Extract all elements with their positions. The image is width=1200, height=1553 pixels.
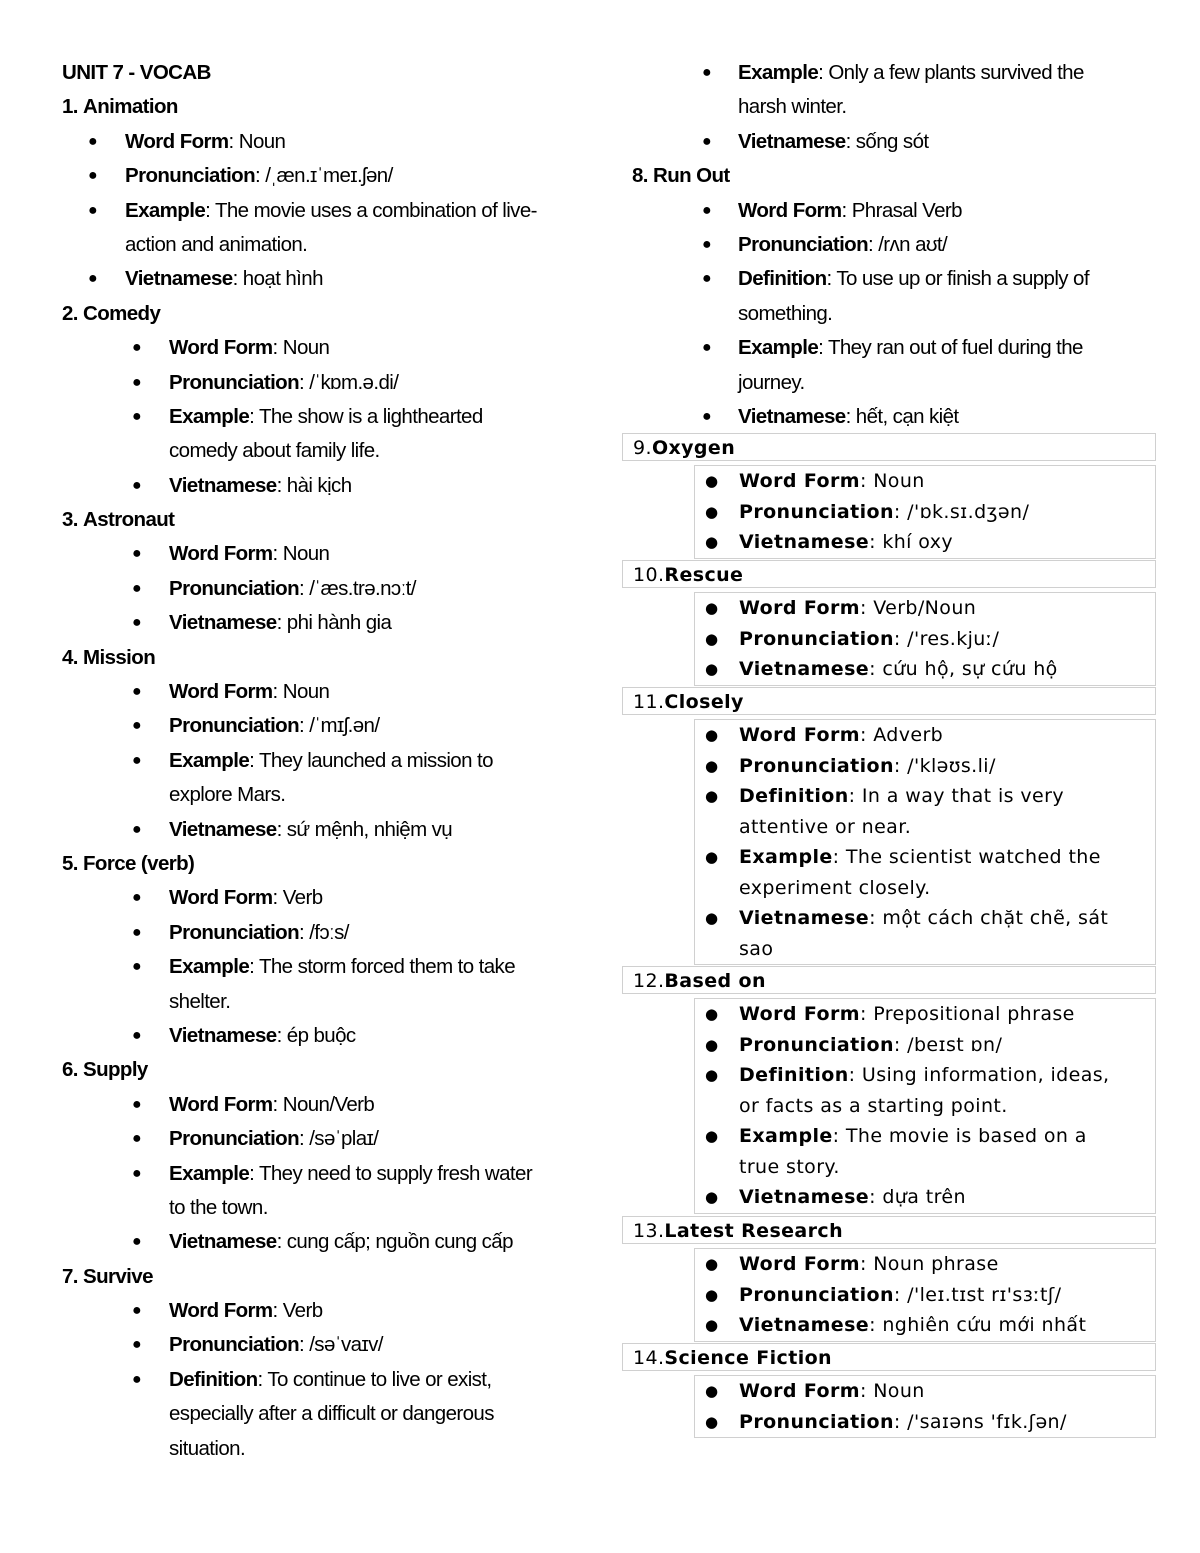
field-value: : dựa trên [869,1186,966,1208]
bullet-icon: ● [705,787,719,805]
field-label: Pronunciation [739,1410,894,1433]
field-value: : Noun [228,129,286,153]
bullet-icon: ● [132,1302,142,1320]
vocab-field [622,56,1156,90]
field-label: Vietnamese [169,473,277,497]
field-value: : Verb [272,1299,323,1323]
entry-word: Latest Research [664,1220,844,1242]
field-value: : They ran out of fuel during the [818,336,1083,360]
entry-number: 5. [62,851,78,875]
field-label: Definition [739,1064,849,1086]
field-value: : /rʌn aʊt/ [868,232,948,256]
entry-heading [62,297,602,331]
vocab-field [62,813,602,847]
bullet-icon: ● [705,629,719,648]
field-value: : Noun [272,336,330,360]
bullet-icon: ● [132,889,142,907]
entry-word: Comedy [83,301,161,325]
bullet-icon: ● [132,545,142,563]
field-value: : Only a few plants survived the [818,61,1084,84]
vocab-field [62,744,602,778]
bullet-icon: ● [88,201,98,219]
entry-heading [62,503,602,537]
field-label: Word Form [169,886,273,910]
entry-number: 14. [633,1347,665,1369]
bullet-icon: ● [705,502,719,521]
bullet-icon: ● [132,820,142,838]
vocab-field [695,842,1155,873]
field-value: : They launched a mission to [249,748,493,772]
field-label: Word Form [169,1299,273,1323]
vocab-field [62,950,602,984]
field-continuation: journey. [738,370,805,394]
vocab-field [62,709,602,743]
entry-number: 11. [633,691,665,713]
field-label: Pronunciation [739,1283,894,1306]
field-label: Vietnamese [169,1230,277,1254]
entry-word: Science Fiction [664,1347,832,1369]
bullet-icon: ● [132,1370,142,1388]
bullet-icon: ● [705,1066,719,1084]
entry-word: Force (verb) [83,851,195,875]
field-label: Definition [738,267,827,291]
field-value: : Noun/Verb [272,1092,375,1116]
field-value: : To use up or finish a supply of [826,267,1089,291]
field-label: Pronunciation [169,370,300,394]
field-label: Pronunciation [739,500,894,523]
field-value: : /beɪst ɒn/ [893,1033,1003,1056]
field-continuation: action and animation. [125,232,308,256]
field-label: Vietnamese [739,907,870,929]
field-value: : Phrasal Verb [841,198,962,222]
bullet-icon: ● [705,599,719,617]
entry-word: Supply [83,1058,148,1082]
vocab-field [62,1088,602,1122]
vocab-field [62,572,602,606]
entry-heading [62,641,602,675]
field-value: : Noun [272,542,330,566]
vocab-field [695,781,1155,812]
field-value: : /'saɪəns 'fɪk.ʃən/ [893,1410,1067,1433]
bullet-icon: ● [88,270,98,288]
vocab-field [695,497,1155,528]
field-label: Pronunciation [169,920,300,944]
field-value: : hài kịch [276,473,352,497]
field-value: : The movie is based on a [832,1125,1087,1147]
field-label: Example [169,955,250,979]
bullet-icon: ● [705,1188,719,1206]
entry-heading [62,1053,602,1087]
field-value: : To continue to live or exist, [257,1367,492,1391]
vocab-field [695,593,1155,624]
field-value: : /fɔːs/ [299,920,349,944]
entry-word: Based on [664,970,766,992]
field-label: Word Form [739,1380,860,1402]
bullet-icon: ● [702,270,712,288]
bullet-icon: ● [705,1412,719,1431]
bullet-icon: ● [132,717,142,735]
field-continuation: explore Mars. [169,783,286,807]
field-value: : /səˈplaɪ/ [299,1127,379,1151]
entry-word: Survive [83,1264,153,1288]
entry-number: 13. [633,1220,665,1242]
entry-number: 4. [62,645,78,669]
bullet-icon: ● [705,1255,719,1273]
field-label: Vietnamese [738,129,846,153]
vocab-field [62,606,602,640]
vocab-field [62,881,602,915]
bullet-icon: ● [132,1130,142,1148]
entry-word: Mission [83,645,156,669]
bullet-icon: ● [132,614,142,632]
field-label: Vietnamese [125,267,233,291]
vocab-field [695,1182,1155,1213]
vocab-field [62,262,602,296]
boxed-entry [622,560,1156,686]
bullet-icon: ● [705,533,719,551]
entry-heading [622,1343,1156,1371]
vocab-field [62,366,602,400]
entry-word: Astronaut [83,508,175,532]
field-value: : Using information, ideas, [848,1064,1110,1086]
field-value: : hết, cạn kiệt [845,404,959,428]
bullet-icon: ● [702,407,712,425]
field-value: : hoạt hình [232,267,323,291]
field-label: Pronunciation [739,627,894,650]
vocab-field [62,1294,602,1328]
field-value: : The scientist watched the [832,846,1101,868]
field-continuation: especially after a difficult or dangerous [169,1402,494,1426]
vocab-field [622,228,1156,262]
field-value: : /'kləʊs.li/ [893,754,996,777]
bullet-icon: ● [132,958,142,976]
vocab-field [695,466,1155,497]
field-value: : The show is a lighthearted [249,404,483,428]
field-value: : In a way that is very [848,785,1064,807]
field-value: : sứ mệnh, nhiệm vụ [276,817,453,841]
vocab-field [62,675,602,709]
vocab-field [695,654,1155,685]
vocab-field [695,624,1155,655]
vocab-field [62,1122,602,1156]
field-continuation: experiment closely. [739,876,931,899]
left-column [62,56,602,1466]
field-continuation: shelter. [169,989,231,1013]
field-value: : /ˈæs.trə.nɔːt/ [299,576,416,600]
field-value: : cứu hộ, sự cứu hộ [869,658,1058,680]
right-top-entries [622,56,1156,434]
field-value: : Noun [859,1380,925,1402]
field-label: Word Form [739,1003,860,1025]
entry-word: Run Out [653,164,730,188]
field-continuation: something. [738,301,833,325]
bullet-icon: ● [705,848,719,866]
boxed-entry [622,1216,1156,1342]
field-label: Vietnamese [738,404,846,428]
vocab-field [62,537,602,571]
field-label: Vietnamese [169,1023,277,1047]
entry-number: 8. [632,164,648,188]
field-value: : /ˈmɪʃ.ən/ [299,714,380,738]
field-label: Vietnamese [739,1186,870,1208]
vocab-field [62,916,602,950]
field-continuation: sao [739,937,774,960]
entry-field-list [694,998,1156,1214]
field-continuation: situation. [169,1436,246,1460]
vocab-field [695,903,1155,934]
bullet-icon: ● [132,751,142,769]
bullet-icon: ● [132,339,142,357]
field-label: Example [738,61,819,84]
field-value: : The storm forced them to take [249,955,515,979]
vocab-field [62,1157,602,1191]
field-label: Pronunciation [738,232,869,256]
field-label: Pronunciation [125,164,256,188]
entry-word: Closely [664,691,744,713]
entry-word: Rescue [664,564,744,586]
field-label: Word Form [739,470,860,492]
field-label: Word Form [169,680,273,704]
field-continuation: true story. [739,1155,840,1178]
vocab-field [62,125,602,159]
vocab-field [62,469,602,503]
bullet-icon: ● [705,1285,719,1304]
field-continuation: or facts as a starting point. [739,1094,1008,1117]
field-label: Example [169,1161,250,1185]
bullet-icon: ● [705,1035,719,1054]
field-value: : nghiên cứu mới nhất [869,1314,1087,1336]
vocab-field [622,331,1156,365]
bullet-icon: ● [705,909,719,927]
vocab-field [622,194,1156,228]
field-label: Vietnamese [739,658,870,680]
boxed-entry [622,687,1156,965]
field-value: : Verb [272,886,323,910]
boxed-entry [622,1343,1156,1438]
bullet-icon: ● [132,579,142,597]
field-label: Example [739,1125,833,1147]
field-label: Vietnamese [739,1314,870,1336]
vocab-field [695,1407,1155,1438]
vocab-field [62,1328,602,1362]
field-label: Vietnamese [739,531,870,553]
bullet-icon: ● [88,167,98,185]
bullet-icon: ● [705,1127,719,1145]
vocab-field [695,1030,1155,1061]
entry-number: 1. [62,95,78,119]
entry-heading [622,560,1156,588]
field-value: : /'res.kjuː/ [893,627,1000,650]
bullet-icon: ● [132,683,142,701]
entry-number: 9. [633,437,652,459]
field-value: : /ˈkɒm.ə.di/ [299,370,399,394]
vocab-field [622,125,1156,159]
field-value: : Noun phrase [859,1253,999,1275]
field-continuation: comedy about family life. [169,439,380,463]
bullet-icon: ● [132,1336,142,1354]
vocab-field [62,194,602,228]
field-value: : khí oxy [869,531,954,553]
field-continuation: attentive or near. [739,815,912,838]
entry-heading [622,433,1156,461]
field-label: Example [125,198,206,222]
entry-number: 6. [62,1058,78,1082]
bullet-icon: ● [132,923,142,941]
field-label: Pronunciation [739,1033,894,1056]
field-label: Vietnamese [169,817,277,841]
bullet-icon: ● [702,64,712,81]
field-label: Pronunciation [169,576,300,600]
field-label: Definition [739,785,849,807]
field-value: : ép buộc [276,1023,356,1047]
right-column [622,56,1156,434]
entry-heading [62,90,602,124]
vocab-field [695,1121,1155,1152]
bullet-icon: ● [132,407,142,425]
bullet-icon: ● [705,1316,719,1334]
vocab-field [695,1280,1155,1311]
field-value: : /səˈvaɪv/ [299,1333,383,1357]
field-label: Word Form [169,336,273,360]
entry-heading [622,159,1156,193]
field-label: Example [738,336,819,360]
field-label: Pronunciation [169,714,300,738]
field-value: : cung cấp; nguồn cung cấp [276,1230,513,1254]
vocab-field [622,400,1156,434]
vocab-field [695,999,1155,1030]
entry-heading [622,966,1156,994]
entry-heading [62,847,602,881]
bullet-icon: ● [702,132,712,150]
bullet-icon: ● [132,1164,142,1182]
entry-heading [62,1260,602,1294]
entry-field-list [694,1248,1156,1342]
vocab-field [62,1019,602,1053]
entry-field-list [694,465,1156,559]
entry-field-list [694,1375,1156,1438]
bullet-icon: ● [132,1095,142,1113]
entry-number: 10. [633,564,665,586]
bullet-icon: ● [88,132,98,150]
vocab-field [695,751,1155,782]
entry-number: 3. [62,508,78,532]
field-value: : Noun [859,470,925,492]
field-label: Word Form [125,129,229,153]
entry-word: Animation [83,95,178,119]
vocab-field [695,1310,1155,1341]
vocab-field [62,1225,602,1259]
field-value: : They need to supply fresh water [249,1161,533,1185]
vocab-field [695,527,1155,558]
field-label: Pronunciation [169,1333,300,1357]
field-label: Example [739,846,833,868]
field-label: Definition [169,1367,258,1391]
bullet-icon: ● [705,1005,719,1023]
field-value: : /'ɒk.sɪ.dʒən/ [893,500,1030,523]
field-label: Pronunciation [169,1127,300,1151]
vocab-field [62,1363,602,1397]
bullet-icon: ● [705,726,719,744]
entry-heading [622,1216,1156,1244]
field-label: Word Form [739,724,860,746]
field-value: : một cách chặt chẽ, sát [869,907,1109,929]
entry-number: 7. [62,1264,78,1288]
vocab-field [622,262,1156,296]
vocab-field [695,1249,1155,1280]
entry-number: 12. [633,970,665,992]
field-value: : /ˌæn.ɪˈmeɪ.ʃən/ [255,164,393,188]
field-label: Word Form [739,1253,860,1275]
field-value: : /'leɪ.tɪst rɪ'sɜːtʃ/ [893,1283,1062,1306]
boxed-entry [622,966,1156,1214]
field-value: : phi hành gia [276,611,392,635]
left-entries [62,90,602,1466]
document-title: UNIT 7 - VOCAB [62,61,211,84]
field-label: Word Form [739,597,860,619]
field-label: Word Form [169,1092,273,1116]
field-value: : The movie uses a combination of live- [205,198,537,222]
boxed-entry [622,433,1156,559]
vocab-field [695,720,1155,751]
bullet-icon: ● [702,201,712,219]
entry-field-list [694,592,1156,686]
field-label: Vietnamese [169,611,277,635]
field-value: : Verb/Noun [859,597,977,619]
vocab-field [695,1060,1155,1091]
bullet-icon: ● [705,756,719,775]
field-value: : Adverb [859,724,944,746]
bullet-icon: ● [132,476,142,494]
vocab-field [695,1376,1155,1407]
field-continuation: to the town. [169,1195,268,1219]
field-label: Example [169,748,250,772]
bullet-icon: ● [702,235,712,253]
bullet-icon: ● [132,373,142,391]
bullet-icon: ● [705,472,719,490]
bullet-icon: ● [705,1382,719,1400]
field-continuation: harsh winter. [738,95,847,119]
field-value: : Prepositional phrase [859,1003,1075,1025]
vocab-field [62,331,602,365]
vocab-field [62,400,602,434]
field-value: : Noun [272,680,330,704]
field-label: Word Form [738,198,842,222]
field-value: : sống sót [845,129,929,153]
bullet-icon: ● [705,660,719,678]
bullet-icon: ● [132,1233,142,1251]
vocab-field [62,159,602,193]
bullet-icon: ● [132,1026,142,1044]
field-label: Example [169,404,250,428]
entry-word: Oxygen [651,437,736,459]
entry-field-list [694,719,1156,965]
field-label: Word Form [169,542,273,566]
bullet-icon: ● [702,339,712,357]
entry-heading [622,687,1156,715]
field-label: Pronunciation [739,754,894,777]
entry-number: 2. [62,301,78,325]
